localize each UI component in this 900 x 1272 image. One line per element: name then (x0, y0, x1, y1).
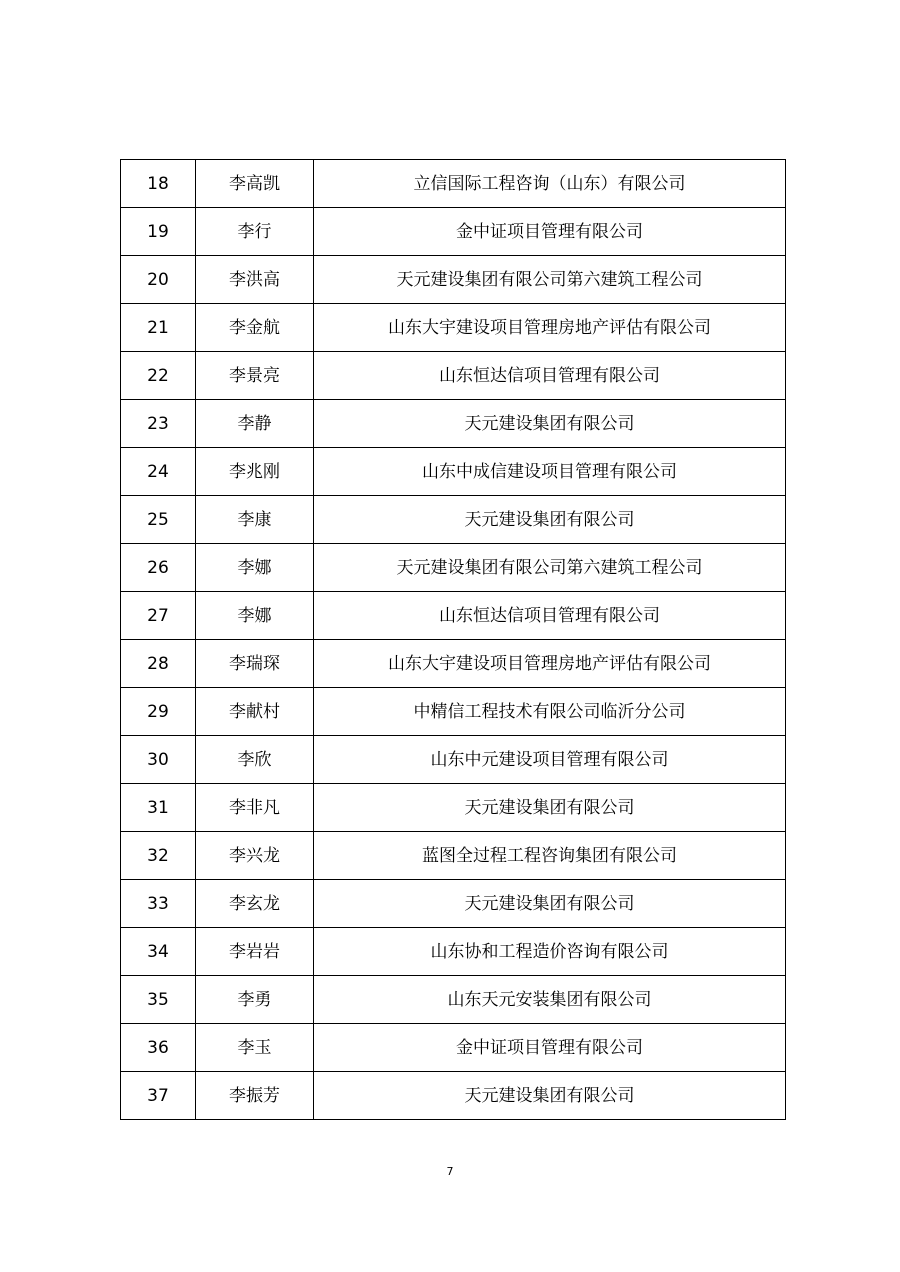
company-name-cell: 山东中成信建设项目管理有限公司 (314, 448, 786, 496)
row-number-cell: 34 (121, 928, 196, 976)
person-name-cell: 李兴龙 (196, 832, 314, 880)
person-name-cell: 李振芳 (196, 1072, 314, 1120)
company-name-cell: 金中证项目管理有限公司 (314, 1024, 786, 1072)
table-row (121, 544, 786, 592)
person-name-cell: 李岩岩 (196, 928, 314, 976)
row-number-cell: 32 (121, 832, 196, 880)
company-name-cell: 山东天元安装集团有限公司 (314, 976, 786, 1024)
row-number-cell: 31 (121, 784, 196, 832)
table-row (121, 208, 786, 256)
table-row (121, 400, 786, 448)
table-row (121, 784, 786, 832)
person-name-cell: 李兆刚 (196, 448, 314, 496)
company-name-cell: 山东协和工程造价咨询有限公司 (314, 928, 786, 976)
person-name-cell: 李静 (196, 400, 314, 448)
person-name-cell: 李非凡 (196, 784, 314, 832)
person-name-cell: 李玄龙 (196, 880, 314, 928)
table-row (121, 160, 786, 208)
table-row (121, 448, 786, 496)
row-number-cell: 30 (121, 736, 196, 784)
table-row (121, 976, 786, 1024)
company-name-cell: 天元建设集团有限公司第六建筑工程公司 (314, 544, 786, 592)
table-row (121, 1024, 786, 1072)
person-name-cell: 李金航 (196, 304, 314, 352)
company-name-cell: 天元建设集团有限公司 (314, 784, 786, 832)
table-row (121, 304, 786, 352)
company-name-cell: 山东恒达信项目管理有限公司 (314, 592, 786, 640)
table-row (121, 640, 786, 688)
row-number-cell: 25 (121, 496, 196, 544)
table-row (121, 352, 786, 400)
row-number-cell: 29 (121, 688, 196, 736)
company-name-cell: 天元建设集团有限公司 (314, 496, 786, 544)
person-name-cell: 李景亮 (196, 352, 314, 400)
table-row (121, 928, 786, 976)
row-number-cell: 35 (121, 976, 196, 1024)
person-name-cell: 李玉 (196, 1024, 314, 1072)
row-number-cell: 28 (121, 640, 196, 688)
row-number-cell: 19 (121, 208, 196, 256)
row-number-cell: 27 (121, 592, 196, 640)
row-number-cell: 24 (121, 448, 196, 496)
company-name-cell: 蓝图全过程工程咨询集团有限公司 (314, 832, 786, 880)
company-name-cell: 中精信工程技术有限公司临沂分公司 (314, 688, 786, 736)
person-name-cell: 李献村 (196, 688, 314, 736)
company-name-cell: 山东中元建设项目管理有限公司 (314, 736, 786, 784)
table-row (121, 496, 786, 544)
person-name-cell: 李欣 (196, 736, 314, 784)
table-row (121, 1072, 786, 1120)
personnel-table (120, 159, 786, 1120)
table-row (121, 688, 786, 736)
row-number-cell: 22 (121, 352, 196, 400)
company-name-cell: 山东大宇建设项目管理房地产评估有限公司 (314, 640, 786, 688)
person-name-cell: 李娜 (196, 544, 314, 592)
page-number: 7 (446, 1165, 454, 1178)
person-name-cell: 李康 (196, 496, 314, 544)
company-name-cell: 天元建设集团有限公司 (314, 400, 786, 448)
row-number-cell: 18 (121, 160, 196, 208)
personnel-table-body (121, 160, 786, 1120)
table-row (121, 256, 786, 304)
company-name-cell: 山东恒达信项目管理有限公司 (314, 352, 786, 400)
table-row (121, 736, 786, 784)
table-row (121, 592, 786, 640)
person-name-cell: 李勇 (196, 976, 314, 1024)
row-number-cell: 33 (121, 880, 196, 928)
person-name-cell: 李高凯 (196, 160, 314, 208)
person-name-cell: 李娜 (196, 592, 314, 640)
row-number-cell: 36 (121, 1024, 196, 1072)
table-row (121, 880, 786, 928)
table-row (121, 832, 786, 880)
company-name-cell: 山东大宇建设项目管理房地产评估有限公司 (314, 304, 786, 352)
person-name-cell: 李行 (196, 208, 314, 256)
company-name-cell: 金中证项目管理有限公司 (314, 208, 786, 256)
company-name-cell: 立信国际工程咨询（山东）有限公司 (314, 160, 786, 208)
row-number-cell: 26 (121, 544, 196, 592)
company-name-cell: 天元建设集团有限公司第六建筑工程公司 (314, 256, 786, 304)
row-number-cell: 21 (121, 304, 196, 352)
company-name-cell: 天元建设集团有限公司 (314, 1072, 786, 1120)
company-name-cell: 天元建设集团有限公司 (314, 880, 786, 928)
person-name-cell: 李洪高 (196, 256, 314, 304)
person-name-cell: 李瑞琛 (196, 640, 314, 688)
row-number-cell: 37 (121, 1072, 196, 1120)
row-number-cell: 23 (121, 400, 196, 448)
row-number-cell: 20 (121, 256, 196, 304)
